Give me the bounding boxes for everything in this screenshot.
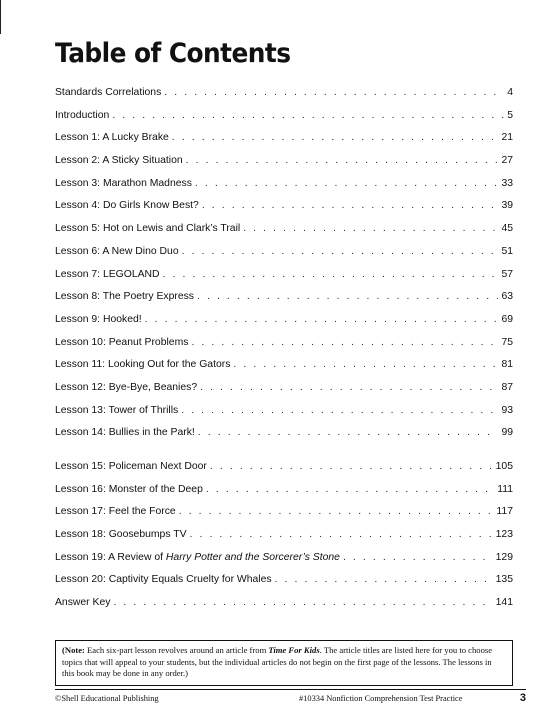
dot-leader: [210, 461, 493, 472]
toc-entry-standards[interactable]: [55, 87, 513, 110]
toc-entry-label: Lesson 20: Captivity Equals Cruelty for Whales: [55, 574, 272, 586]
toc-entry-lesson-15[interactable]: [55, 461, 513, 484]
toc-entry-label: [55, 552, 340, 563]
dot-leader: [343, 552, 493, 563]
toc-entry-page: 5: [507, 109, 513, 121]
toc-entry-lesson-10[interactable]: [55, 337, 513, 360]
toc-entry-label: Introduction: [55, 109, 110, 121]
dot-leader: [275, 574, 493, 585]
footer-publisher: ©Shell Educational Publishing: [55, 694, 159, 703]
toc-entry-label: Lesson 10: Peanut Problems: [55, 336, 189, 348]
toc-entry-introduction[interactable]: [55, 110, 513, 133]
toc-entry-answer-key[interactable]: [55, 597, 513, 620]
dot-leader: [181, 405, 498, 416]
toc-entry-label: Lesson 12: Bye-Bye, Beanies?: [55, 381, 198, 393]
toc-entry-lesson-11[interactable]: [55, 359, 513, 382]
toc-entry-label: Lesson 18: Goosebumps TV: [55, 529, 187, 541]
toc-entry-lesson-19[interactable]: [55, 552, 513, 575]
toc-entry-page: 57: [501, 268, 513, 280]
dot-leader: [206, 484, 494, 495]
dot-leader: [243, 223, 498, 234]
toc-entry-label: Standards Correlations: [55, 87, 162, 98]
dot-leader: [191, 337, 498, 348]
toc-entry-page: 63: [501, 291, 513, 303]
toc-entry-page: 111: [497, 483, 513, 495]
dot-leader: [172, 132, 499, 143]
toc-entry-page: 81: [501, 359, 513, 371]
toc-entry-page: 117: [496, 506, 513, 518]
dot-leader: [202, 200, 499, 211]
dot-leader: [190, 529, 493, 540]
toc-entry-page: 4: [507, 87, 513, 98]
book-title: Harry Potter and the Sorcerer’s Stone: [165, 551, 340, 563]
toc-entry-lesson-12[interactable]: [55, 382, 513, 405]
toc-entry-label-prefix: Lesson 19: A Review of: [55, 551, 166, 563]
toc-entry-page: 141: [495, 597, 513, 609]
toc-entry-page: 45: [501, 223, 513, 235]
page-footer: [55, 689, 526, 704]
toc-entry-lesson-6[interactable]: [55, 246, 513, 269]
dot-leader: [145, 314, 499, 325]
note-text-1: Each six-part lesson revolves around an article from: [84, 645, 269, 655]
toc-entry-label: Lesson 4: Do Girls Know Best?: [55, 200, 199, 212]
toc-entry-lesson-4[interactable]: [55, 200, 513, 223]
toc-entry-label: Lesson 3: Marathon Madness: [55, 177, 192, 189]
toc-entry-page: 21: [501, 132, 513, 144]
dot-leader: [198, 427, 499, 438]
table-of-contents: [55, 87, 513, 620]
toc-entry-page: 123: [495, 529, 513, 541]
toc-entry-lesson-16[interactable]: [55, 484, 513, 507]
toc-entry-page: 51: [501, 245, 513, 257]
dot-leader: [179, 506, 494, 517]
toc-entry-label: Lesson 14: Bullies in the Park!: [55, 427, 195, 439]
toc-entry-label: Lesson 5: Hot on Lewis and Clark’s Trail: [55, 223, 241, 235]
toc-entry-label: Lesson 13: Tower of Thrills: [55, 404, 179, 416]
toc-entry-label: Lesson 15: Policeman Next Door: [55, 461, 207, 472]
toc-entry-label: Lesson 11: Looking Out for the Gators: [55, 359, 231, 371]
note-box: [55, 640, 513, 686]
toc-entry-label: Lesson 7: LEGOLAND: [55, 268, 160, 280]
toc-entry-label: Lesson 17: Feel the Force: [55, 506, 176, 518]
note-lead: (Note:: [62, 645, 85, 655]
toc-entry-page: 105: [495, 461, 513, 472]
toc-entry-page: 87: [501, 381, 513, 393]
dot-leader: [113, 597, 492, 608]
toc-entry-lesson-8[interactable]: [55, 291, 513, 314]
dot-leader: [197, 291, 498, 302]
toc-entry-lesson-20[interactable]: [55, 574, 513, 597]
toc-entry-lesson-14[interactable]: [55, 427, 513, 450]
page-title: Table of Contents: [55, 38, 291, 69]
toc-entry-label: Lesson 2: A Sticky Situation: [55, 155, 183, 167]
toc-entry-lesson-18[interactable]: [55, 529, 513, 552]
toc-entry-label: Lesson 9: Hooked!: [55, 313, 142, 325]
toc-entry-label: Lesson 6: A New Dino Duo: [55, 245, 179, 257]
dot-leader: [200, 382, 498, 393]
toc-entry-page: 69: [501, 313, 513, 325]
footer-product: #10334 Nonfiction Comprehension Test Practice: [299, 694, 463, 703]
toc-entry-lesson-7[interactable]: [55, 269, 513, 292]
toc-entry-lesson-3[interactable]: [55, 178, 513, 201]
dot-leader: [195, 178, 499, 189]
toc-entry-lesson-9[interactable]: [55, 314, 513, 337]
toc-entry-lesson-13[interactable]: [55, 405, 513, 428]
toc-entry-lesson-17[interactable]: [55, 506, 513, 529]
toc-entry-page: 75: [501, 336, 513, 348]
toc-entry-label: Answer Key: [55, 597, 111, 609]
note-source: Time For Kids: [268, 645, 320, 655]
dot-leader: [163, 269, 499, 280]
toc-entry-page: 27: [501, 155, 513, 167]
toc-entry-page: 93: [501, 404, 513, 416]
toc-entry-label: Lesson 8: The Poetry Express: [55, 291, 194, 303]
toc-entry-page: 135: [495, 574, 513, 586]
toc-entry-lesson-2[interactable]: [55, 155, 513, 178]
dot-leader: [164, 87, 504, 98]
toc-entry-page: 99: [501, 427, 513, 439]
toc-entry-page: 39: [501, 200, 513, 212]
dot-leader: [182, 246, 499, 257]
crop-mark: [0, 0, 1, 34]
note-text-2: . The article titles are listed here for you to choose topics that will appeal to your students, but the individual articles do not begin on the first page of the lessons. The lessons in this book may be done in any order.): [62, 645, 493, 678]
toc-entry-lesson-1[interactable]: [55, 132, 513, 155]
toc-entry-label: Lesson 1: A Lucky Brake: [55, 132, 169, 144]
dot-leader: [112, 110, 504, 121]
dot-leader: [186, 155, 499, 166]
toc-entry-lesson-5[interactable]: [55, 223, 513, 246]
page-number: 3: [519, 692, 526, 704]
toc-entry-label: Lesson 16: Monster of the Deep: [55, 483, 203, 495]
toc-entry-page: 33: [501, 177, 513, 189]
dot-leader: [233, 359, 498, 370]
toc-entry-page: 129: [495, 551, 513, 563]
